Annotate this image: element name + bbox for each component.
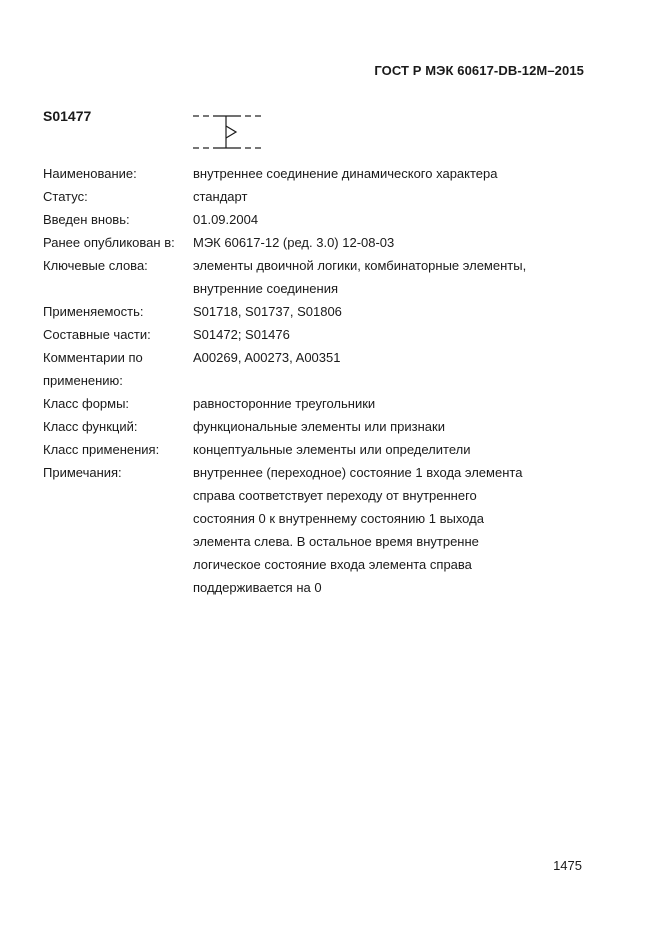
field-label: Статус:: [43, 189, 88, 204]
page-number: 1475: [553, 858, 582, 873]
standard-header: ГОСТ Р МЭК 60617-DB-12M–2015: [374, 63, 584, 78]
field-row-applicability: [43, 300, 603, 323]
field-value: элементы двоичной логики, комбинаторные элементы, внутренние соединения: [193, 258, 527, 296]
field-row-shape-class: [43, 392, 603, 415]
field-row-keywords: [43, 254, 603, 300]
field-value: МЭК 60617-12 (ред. 3.0) 12-08-03: [193, 235, 395, 250]
field-label: Применяемость:: [43, 304, 144, 319]
field-label: Комментарии по применению:: [43, 350, 143, 388]
field-label: Составные части:: [43, 327, 151, 342]
field-value: A00269, A00273, A00351: [193, 350, 341, 365]
field-label: Ключевые слова:: [43, 258, 148, 273]
field-row-name: [43, 162, 603, 185]
field-value: S01718, S01737, S01806: [193, 304, 342, 319]
fields-table: [43, 162, 603, 599]
field-label: Класс формы:: [43, 396, 130, 411]
field-row-introduced: [43, 208, 603, 231]
field-row-function-class: [43, 415, 603, 438]
field-label: Ранее опубликован в:: [43, 235, 175, 250]
field-value: равносторонние треугольники: [193, 396, 376, 411]
field-label: Класс применения:: [43, 442, 160, 457]
field-row-comments: [43, 346, 603, 392]
field-label: Примечания:: [43, 465, 122, 480]
internal-dynamic-connection-symbol-icon: [193, 109, 265, 151]
field-label: Класс функций:: [43, 419, 138, 434]
field-label: Наименование:: [43, 166, 137, 181]
field-row-components: [43, 323, 603, 346]
field-value: функциональные элементы или признаки: [193, 419, 445, 434]
field-row-notes: [43, 461, 603, 599]
field-value: концептуальные элементы или определители: [193, 442, 471, 457]
field-value: внутреннее соединение динамического характера: [193, 166, 498, 181]
field-value: 01.09.2004: [193, 212, 259, 227]
field-value: стандарт: [193, 189, 248, 204]
symbol-code: S01477: [43, 108, 92, 124]
field-value: внутреннее (переходное) состояние 1 входа элемента справа соответствует переходу от внутреннего состояния 0 к внутреннему состоянию 1 выхода элемента слева. В остальное время внутренне логическое состояние входа элемента справа поддерживается на 0: [193, 465, 523, 595]
field-row-application-class: [43, 438, 603, 461]
field-label: Введен вновь:: [43, 212, 130, 227]
field-row-status: [43, 185, 603, 208]
field-row-published: [43, 231, 603, 254]
field-value: S01472; S01476: [193, 327, 290, 342]
